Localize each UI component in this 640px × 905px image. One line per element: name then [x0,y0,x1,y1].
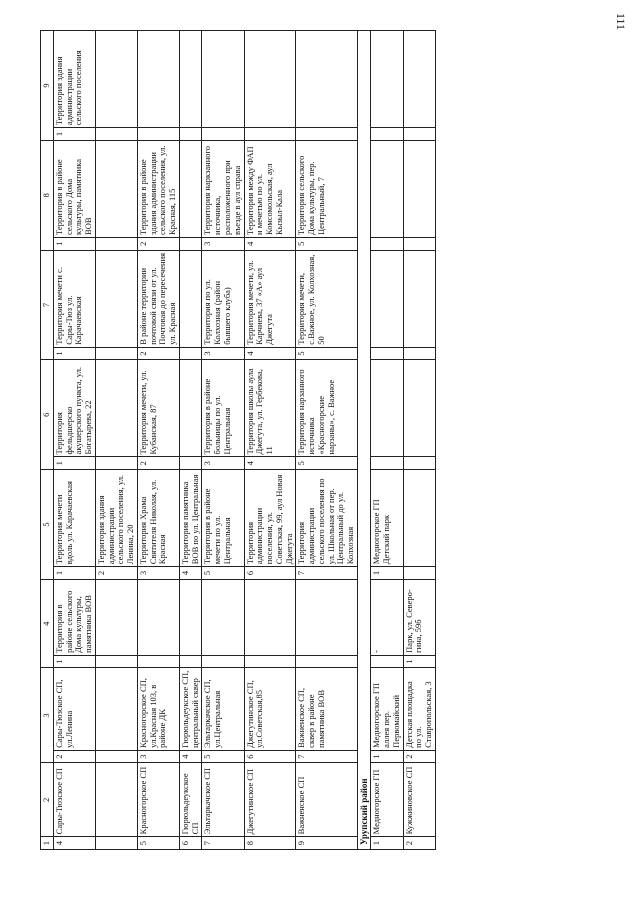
cell: 5 [137,837,179,850]
cell: Территория в районе мечети по ул. Центральная [202,470,244,567]
col-num-8: 8 [41,140,54,250]
cell [179,457,202,470]
cell [179,31,202,128]
cell: Кужжиновское СП [403,763,435,837]
table-row [179,31,202,850]
cell: Детская площадка по ул. Ставропольская, 3 [403,668,435,750]
cell: 1 [53,567,95,580]
cell: Территория мечети с. Сары-Тюз ул. Карачаевская [53,250,95,347]
cell: 5 [296,347,358,360]
table-row [371,31,403,850]
cell: 1 [53,128,95,141]
cell [296,579,358,655]
cell [179,579,202,655]
cell [179,347,202,360]
cell: Джегутинское СП, ул.Советская,85 [244,668,296,750]
cell [95,128,137,141]
cell [403,567,435,580]
cell: Медногорское ГП аллея пер. Первомайский [371,668,403,750]
cell: 3 [137,750,179,763]
cell: Территория школы аула Джегута, ул. Гербекова, 11 [244,360,296,457]
cell: Территория мечети, ул. Карчиева, 37 «А» аул Джегута [244,250,296,347]
cell [95,579,137,655]
cell: Территория памятника ВОВ по ул. Центральная [179,470,202,567]
cell: 2 [403,750,435,763]
cell: Эльтаркачское СП, ул.Центральная [202,668,244,750]
table-row [95,31,137,850]
page-number: 111 [614,12,629,31]
cell [179,128,202,141]
cell [371,360,403,457]
cell [137,128,179,141]
cell [371,140,403,237]
cell [95,31,137,128]
cell: Территория администрации поселения, ул. Советская, 99, аул Новая Джегута [244,470,296,567]
table-row [403,31,435,850]
cell: Территория по ул. Колхозная (район бывшего клуба) [202,250,244,347]
cell: 2 [137,347,179,360]
cell: Территория мечети, с.Важное, ул. Колхозная, 50 [296,250,358,347]
region-row [357,31,370,850]
cell [296,128,358,141]
cell [403,31,435,128]
cell [403,128,435,141]
cell: 4 [179,567,202,580]
cell [179,250,202,347]
header-row [41,31,54,850]
cell: 4 [53,837,95,850]
cell [296,31,358,128]
cell: 2 [137,237,179,250]
cell: 5 [202,750,244,763]
cell: Территория здания администрации сельского поселения [53,31,95,128]
cell: Территория фельдшерско акушерского пункта, ул. Богатырева, 22 [53,360,95,457]
cell: Территория наркзанного источника, расположенного при въезде в аул справа [202,140,244,237]
cell [95,750,137,763]
cell: 5 [296,237,358,250]
cell [202,579,244,655]
cell [403,347,435,360]
cell: Гюрюльдеукское СП, центральный сквер [179,668,202,750]
cell [244,655,296,668]
col-num-1: 1 [41,837,54,850]
cell: Территория в районе больницы по ул. Центральная [202,360,244,457]
table-row [202,31,244,850]
cell [95,457,137,470]
cell: Эльтаркачское СП [202,763,244,837]
cell: 9 [296,837,358,850]
rotated-table-container [40,30,610,850]
cell [371,655,403,668]
cell [403,470,435,567]
cell: 4 [244,347,296,360]
cell: 2 [95,567,137,580]
cell [179,140,202,237]
cell: 1 [53,457,95,470]
cell [403,360,435,457]
cell [95,655,137,668]
cell: 3 [202,347,244,360]
cell: Джегутинское СП [244,763,296,837]
cell: Важненское СП, сквер в районе памятника ВОВ [296,668,358,750]
cell [202,31,244,128]
cell [137,579,179,655]
cell: Медногорское ГП Детский парк [371,470,403,567]
cell [95,763,137,837]
cell: 7 [202,837,244,850]
cell: 3 [202,457,244,470]
cell [95,237,137,250]
cell: 6 [244,750,296,763]
cell [371,347,403,360]
cell: 4 [244,237,296,250]
table-body-1 [53,31,435,850]
cell: Медногорское ГП [371,763,403,837]
col-num-3: 3 [41,668,54,763]
cell [371,128,403,141]
cell: Территория мечети вдоль ул. Карачаевская [53,470,95,567]
cell: 1 [53,347,95,360]
table-row [137,31,179,850]
cell: 6 [179,837,202,850]
events-table [40,30,436,850]
cell: 5 [296,457,358,470]
cell: Красногорское СП, ул.Красная 103, в районе ДК [137,668,179,750]
cell [179,360,202,457]
cell: - [371,579,403,655]
cell [179,237,202,250]
cell [371,237,403,250]
cell [371,250,403,347]
cell [95,668,137,750]
cell [95,250,137,347]
cell: Территория здания администрации сельского поселения, ул. Ленина, 20 [95,470,137,567]
cell: Территория нарзанного источника «Красногорские нарзаны», с. Важное [296,360,358,457]
cell: Важненское СП [296,763,358,837]
cell [371,31,403,128]
cell: В районе территории почтовой связи от ул. Почтовая до пересечения ул. Красная [137,250,179,347]
cell: 3 [137,567,179,580]
cell: Территория в районе сельского Дома культуры, памятника ВОВ [53,140,95,237]
cell: Территория в районе здания администрации сельского поселения, ул. Красная, 115 [137,140,179,237]
cell: Территория сельского Дома культуры, пер. Центральный, 7 [296,140,358,237]
col-num-6: 6 [41,360,54,470]
cell: 7 [296,567,358,580]
cell: 2 [403,837,435,850]
cell: 1 [53,655,95,668]
cell [95,347,137,360]
cell: 2 [137,457,179,470]
cell [179,655,202,668]
cell [403,237,435,250]
cell [244,128,296,141]
col-num-5: 5 [41,470,54,580]
cell: 4 [179,750,202,763]
cell [95,837,137,850]
cell: Красногорское СП [137,763,179,837]
cell: Сары-Тюзское СП, ул.Ленина [53,668,95,750]
cell: 1 [403,655,435,668]
cell: 2 [53,750,95,763]
table-row [296,31,358,850]
cell: 6 [244,567,296,580]
cell: 1 [53,237,95,250]
cell: 5 [202,567,244,580]
cell: Территория между ФАП и мечетью по ул. Комсомольская, аул Кызыл-Кала [244,140,296,237]
cell: 8 [244,837,296,850]
cell: 3 [202,237,244,250]
cell [403,140,435,237]
cell: Территория Храма Святителя Николая, ул. Красная [137,470,179,567]
cell [95,360,137,457]
cell [202,655,244,668]
cell [296,655,358,668]
cell [137,655,179,668]
cell [137,31,179,128]
cell: 4 [244,457,296,470]
cell [95,140,137,237]
cell [244,31,296,128]
cell: Территория в районе сельского Дома культуры, памятника ВОВ [53,579,95,655]
region-heading: Урупский район [357,31,370,850]
col-num-9: 9 [41,31,54,141]
cell: Территория мечети, ул. Кубанская, 87 [137,360,179,457]
cell: 1 [371,567,403,580]
cell: 1 [371,837,403,850]
cell [403,457,435,470]
cell [202,128,244,141]
cell [244,579,296,655]
col-num-2: 2 [41,763,54,837]
table-row [244,31,296,850]
cell: Территория администрации сельского поселения по ул. Школьная от пер. Центральный до ул. Колхозная [296,470,358,567]
col-num-4: 4 [41,579,54,668]
cell: 7 [296,750,358,763]
table-row [53,31,95,850]
cell: Сары-Тюзское СП [53,763,95,837]
cell: Парк, ул. Северо-гина, 59б [403,579,435,655]
cell: 1 [371,750,403,763]
cell [371,457,403,470]
cell: Гюрюльдеукское СП [179,763,202,837]
cell [403,250,435,347]
col-num-7: 7 [41,250,54,360]
